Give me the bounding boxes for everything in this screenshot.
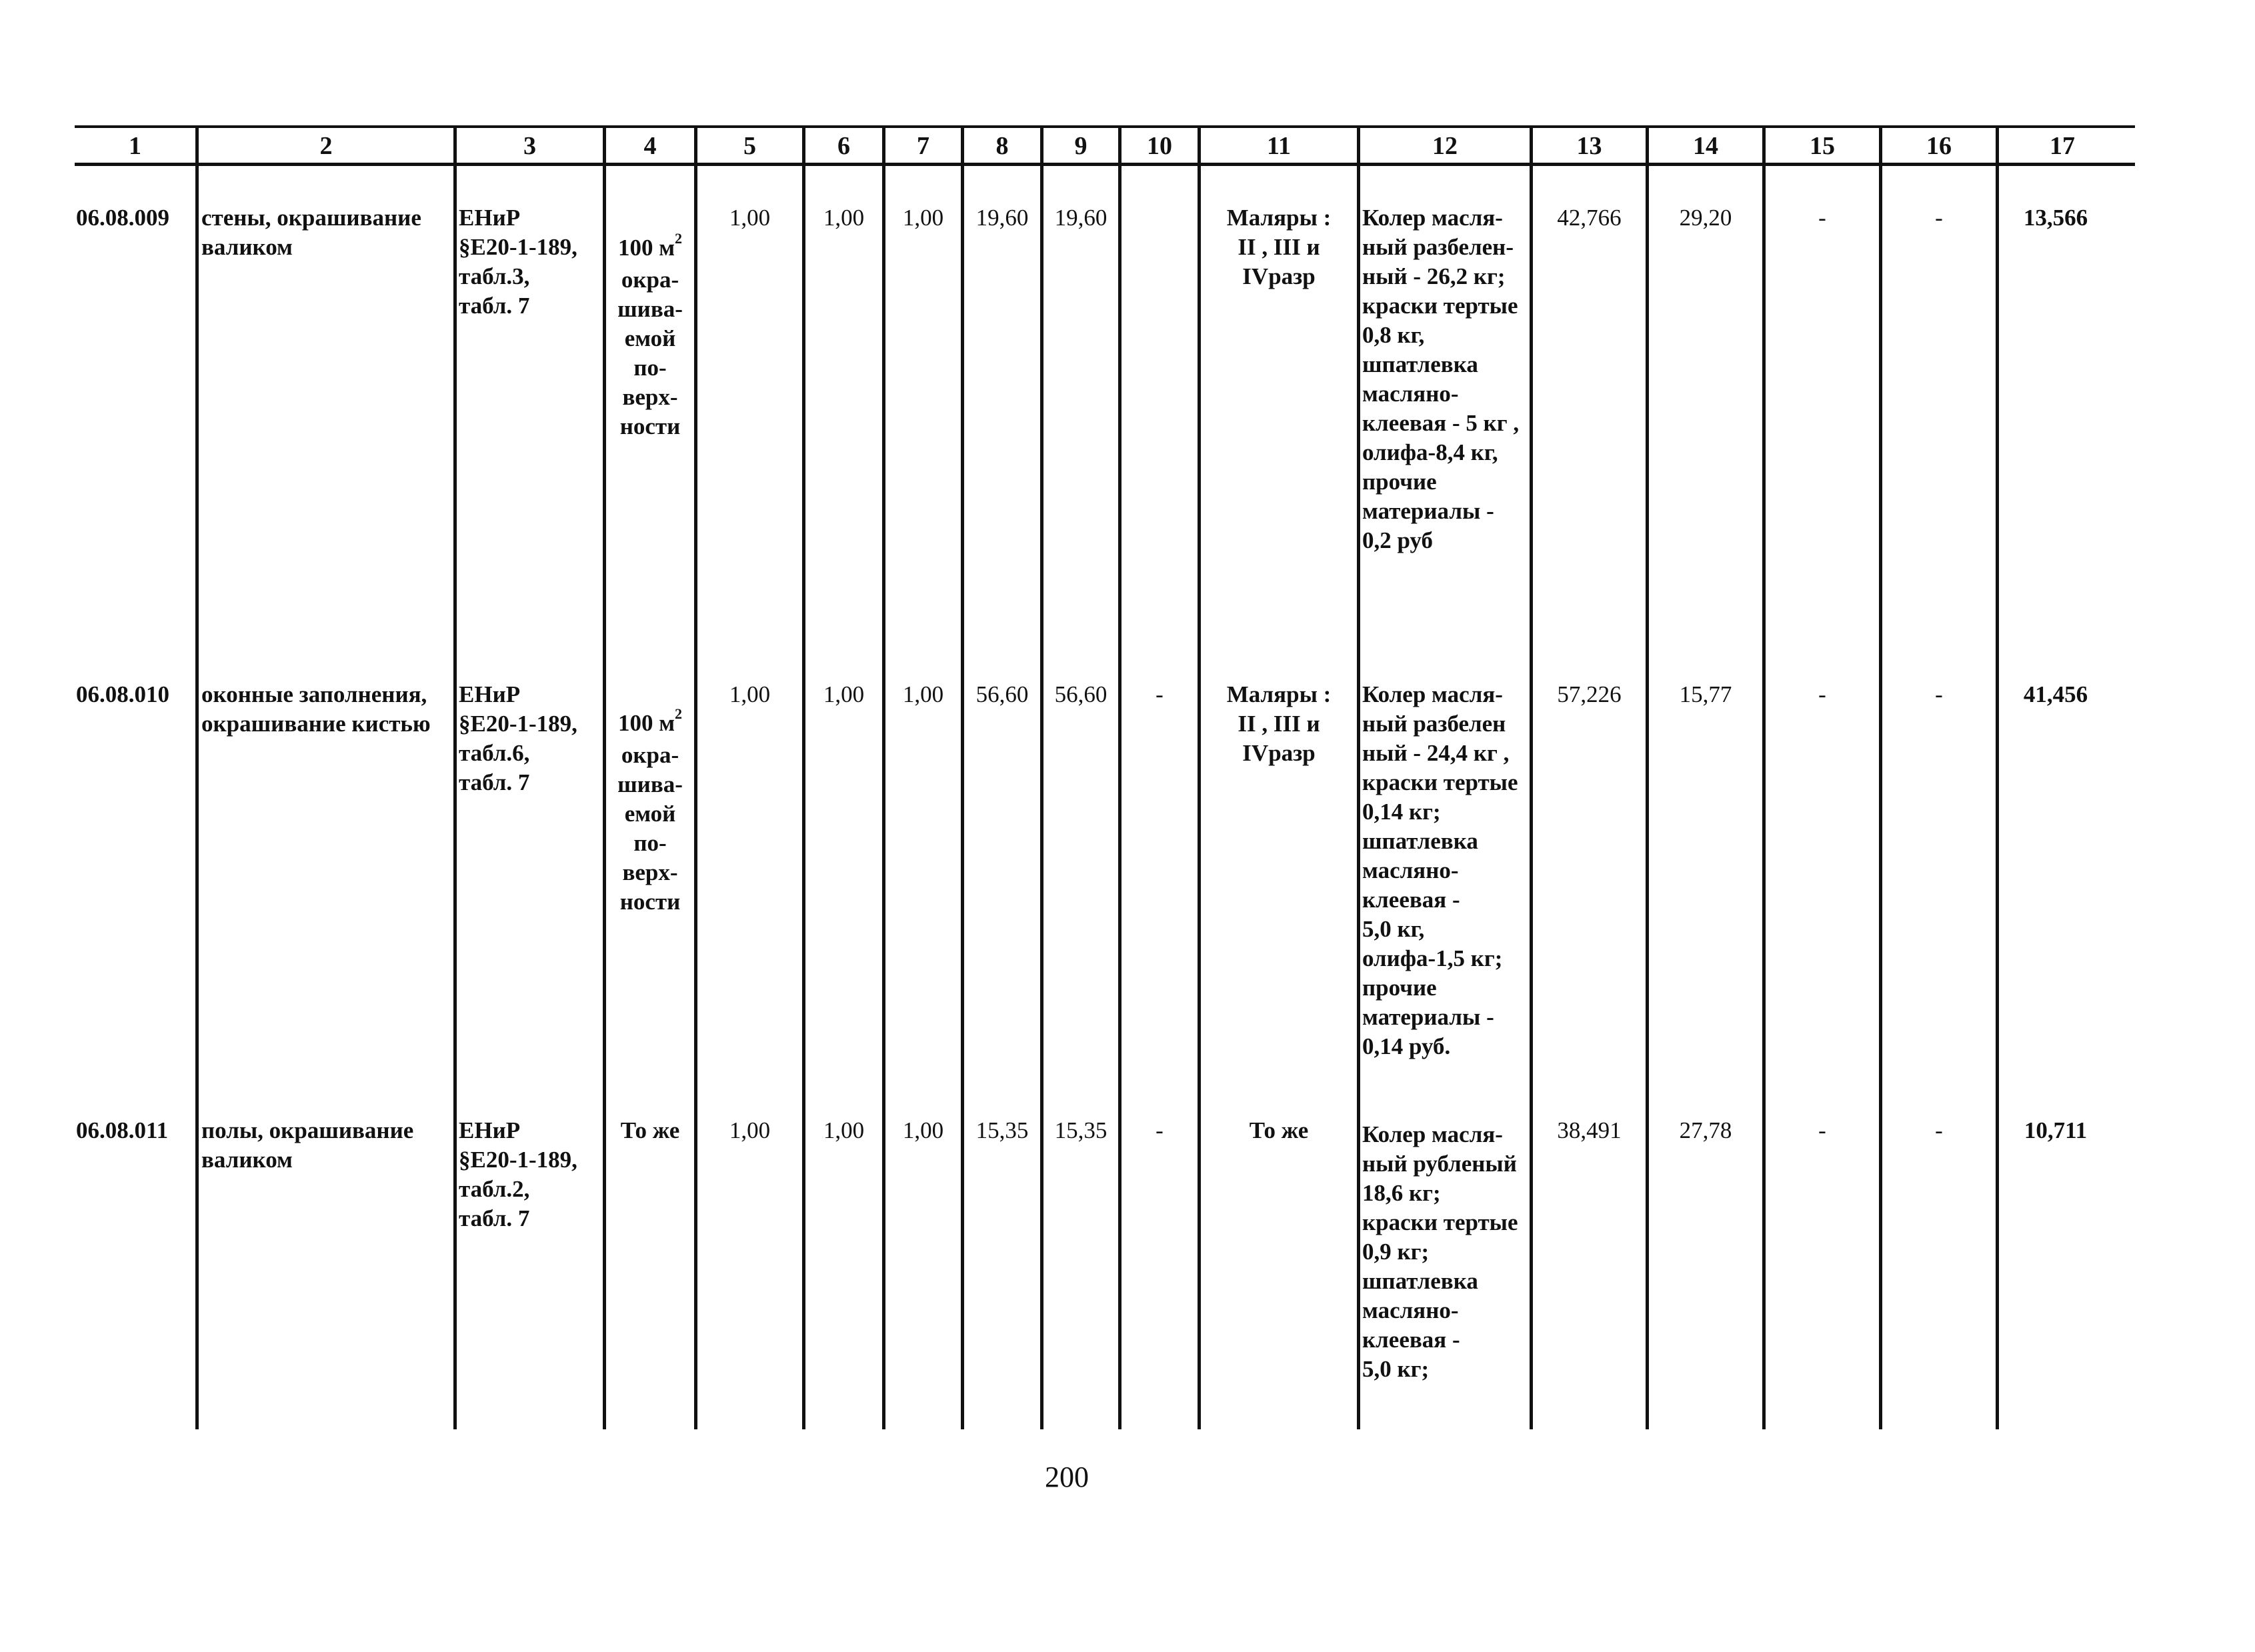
column-rule (1198, 128, 1201, 1429)
row-code: 06.08.010 (76, 681, 169, 707)
row-code: 06.08.009 (76, 205, 169, 231)
row-norm-reference: ЕНиР §Е20-1-189, табл.6, табл. 7 (459, 681, 577, 795)
column-header: 13 (1576, 132, 1602, 160)
column-rule (1646, 128, 1649, 1429)
row-unit: То же (620, 1117, 680, 1143)
column-rule (1996, 128, 1999, 1429)
row-materials: Колер масля- ный рубленый 18,6 кг; краски тертые 0,9 кг; шпатлевка масляно- клеевая - 5,0 кг; (1362, 1121, 1518, 1382)
row-name: полы, окрашивание валиком (201, 1117, 414, 1173)
column-rule (1357, 128, 1360, 1429)
row-col-7: 1,00 (902, 1117, 944, 1143)
row-name: оконные заполнения, окрашивание кистью (201, 681, 431, 737)
row-materials: Колер масля- ный разбелен- ный - 26,2 кг; краски тертые 0,8 кг, шпатлевка масляно- клеевая - 5 кг , олифа-8,4 кг, прочие материалы - 0,2 руб (1362, 205, 1520, 553)
column-rule (1530, 128, 1533, 1429)
row-col-6: 1,00 (823, 205, 865, 231)
row-col-13: 38,491 (1557, 1117, 1622, 1143)
column-header: 16 (1926, 132, 1952, 160)
column-rule (1040, 128, 1043, 1429)
column-rule (453, 128, 457, 1429)
row-col-14: 15,77 (1679, 681, 1732, 707)
column-rule (1762, 128, 1766, 1429)
column-rule (694, 128, 697, 1429)
row-col-5: 1,00 (729, 205, 771, 231)
row-norm-reference: ЕНиР §Е20-1-189, табл.2, табл. 7 (459, 1117, 577, 1231)
row-col-17: 41,456 (2023, 681, 2088, 707)
row-col-8: 56,60 (975, 681, 1029, 707)
row-col-8: 15,35 (975, 1117, 1029, 1143)
column-rule (882, 128, 885, 1429)
column-header: 4 (643, 132, 657, 160)
row-col-7: 1,00 (902, 681, 944, 707)
row-col-17: 10,711 (2024, 1117, 2088, 1143)
row-workers: Маляры : II , III и IVразр (1226, 681, 1332, 766)
row-name: стены, окрашивание валиком (201, 205, 421, 260)
row-col-17: 13,566 (2023, 205, 2088, 231)
row-norm-reference: ЕНиР §Е20-1-189, табл.3, табл. 7 (459, 205, 577, 319)
column-header: 14 (1693, 132, 1718, 160)
column-rule (1879, 128, 1882, 1429)
row-col-10: - (1156, 681, 1164, 707)
row-col-16: - (1935, 1117, 1943, 1143)
row-unit: 100 $м^2$ окра- шива- емой по- верх- ности (617, 705, 683, 915)
header-bottom-rule (75, 163, 2135, 166)
row-col-10: - (1156, 1117, 1164, 1143)
column-rule (1118, 128, 1121, 1429)
row-col-16: - (1935, 681, 1943, 707)
row-col-14: 29,20 (1679, 205, 1732, 231)
row-materials: Колер масля- ный разбелен ный - 24,4 кг , краски тертые 0,14 кг; шпатлевка масляно- клеевая - 5,0 кг, олифа-1,5 кг; прочие материалы - 0,14 руб. (1362, 681, 1518, 1059)
row-col-13: 57,226 (1557, 681, 1622, 707)
row-col-15: - (1818, 1117, 1826, 1143)
column-header: 8 (995, 132, 1009, 160)
column-header: 7 (917, 132, 929, 160)
column-header: 12 (1432, 132, 1458, 160)
row-col-6: 1,00 (823, 681, 865, 707)
column-rule (961, 128, 964, 1429)
row-col-9: 15,35 (1054, 1117, 1107, 1143)
column-header: 5 (743, 132, 756, 160)
row-col-6: 1,00 (823, 1117, 865, 1143)
column-rule (802, 128, 805, 1429)
row-col-9: 56,60 (1054, 681, 1107, 707)
page-number: 200 (1045, 1461, 1089, 1493)
column-header: 3 (523, 132, 536, 160)
row-unit: 100 $м^2$ окра- шива- емой по- верх- ности (617, 230, 683, 439)
row-workers: То же (1249, 1117, 1309, 1143)
table-top-rule (75, 125, 2135, 128)
column-header: 6 (837, 132, 850, 160)
row-col-7: 1,00 (902, 205, 944, 231)
row-code: 06.08.011 (76, 1117, 169, 1143)
row-col-15: - (1818, 681, 1826, 707)
column-header: 17 (2050, 132, 2075, 160)
row-col-15: - (1818, 205, 1826, 231)
column-header: 15 (1810, 132, 1835, 160)
row-col-16: - (1935, 205, 1943, 231)
column-header: 10 (1147, 132, 1172, 160)
row-workers: Маляры : II , III и IVразр (1226, 205, 1332, 289)
row-col-14: 27,78 (1679, 1117, 1732, 1143)
row-col-8: 19,60 (975, 205, 1029, 231)
row-col-5: 1,00 (729, 681, 771, 707)
row-col-5: 1,00 (729, 1117, 771, 1143)
column-header: 11 (1267, 132, 1291, 160)
column-rule (195, 128, 199, 1429)
row-col-13: 42,766 (1557, 205, 1622, 231)
column-header: 1 (129, 132, 141, 160)
row-col-9: 19,60 (1054, 205, 1107, 231)
column-header: 9 (1074, 132, 1087, 160)
column-header: 2 (319, 132, 333, 160)
